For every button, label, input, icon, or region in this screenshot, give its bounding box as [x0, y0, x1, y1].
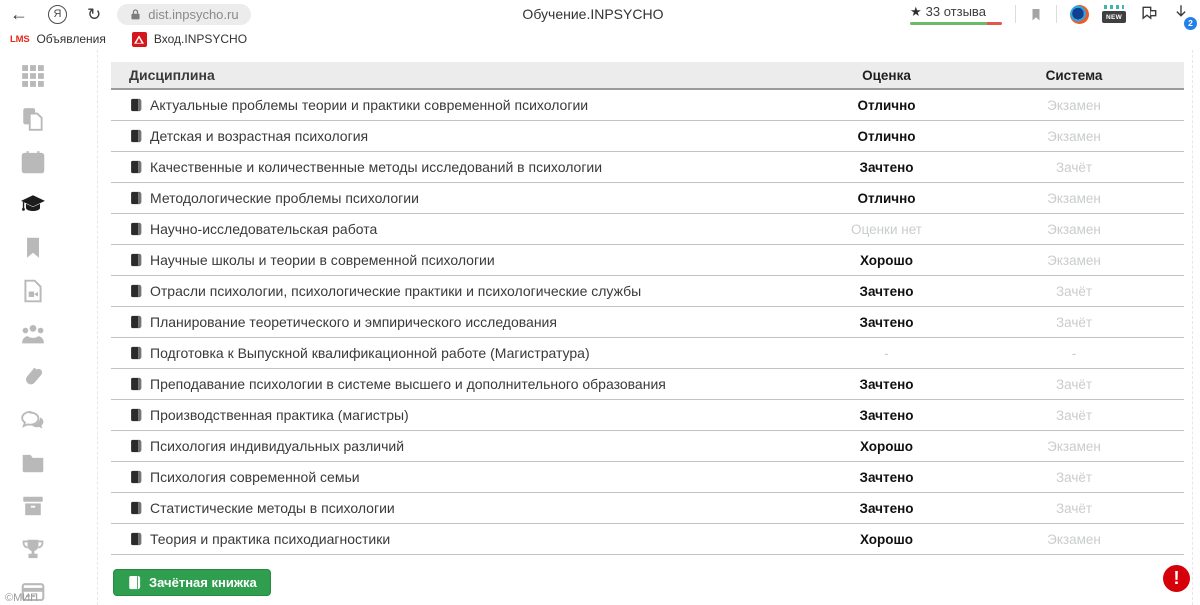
discipline-name: Актуальные проблемы теории и практики современной психологии	[150, 97, 589, 113]
grade-value: Отлично	[857, 128, 916, 144]
address-bar[interactable]	[117, 4, 250, 25]
table-header	[111, 62, 1184, 90]
book-icon	[129, 191, 143, 205]
yandex-browser-icon[interactable]: Я	[48, 5, 67, 24]
grade-value: Зачтено	[859, 469, 914, 485]
discipline-name: Научно-исследовательская работа	[150, 221, 378, 237]
system-value: Зачёт	[1055, 314, 1093, 330]
discipline-name: Качественные и количественные методы исследований в психологии	[150, 159, 603, 175]
back-icon[interactable]: ←	[10, 4, 28, 24]
lock-icon	[129, 8, 142, 21]
grade-value: -	[884, 345, 889, 361]
grade-value: Зачтено	[859, 159, 914, 175]
users-icon[interactable]	[20, 321, 46, 347]
grade-value: Зачтено	[859, 376, 914, 392]
discipline-name: Научные школы и теории в современной психологии	[150, 252, 495, 268]
mip-logo-icon	[132, 32, 147, 47]
reviews-rating[interactable]	[910, 4, 1002, 25]
table-row[interactable]	[111, 183, 1184, 214]
table-row[interactable]	[111, 214, 1184, 245]
book-icon	[129, 346, 143, 360]
bookmark-label: Объявления	[36, 32, 106, 46]
sidebar	[0, 50, 66, 605]
grade-value: Зачтено	[859, 283, 914, 299]
table-row[interactable]	[111, 245, 1184, 276]
grade-value: Хорошо	[859, 252, 914, 268]
grade-value: Отлично	[857, 190, 916, 206]
new-badge-label: NEW	[1102, 11, 1126, 23]
book-icon	[129, 439, 143, 453]
grid-icon[interactable]	[20, 63, 46, 89]
discipline-name: Подготовка к Выпускной квалификационной работе (Магистратура)	[150, 345, 590, 361]
bookmark-announcements[interactable]	[10, 32, 106, 46]
bookmarks-bar	[0, 28, 1200, 50]
downloads-badge: 2	[1184, 17, 1197, 30]
grade-value: Хорошо	[859, 531, 914, 547]
book-icon	[129, 284, 143, 298]
gradebook-button-label: Зачётная книжка	[149, 575, 257, 590]
table-row[interactable]	[111, 431, 1184, 462]
system-value: Зачёт	[1055, 500, 1093, 516]
system-value: Зачёт	[1055, 407, 1093, 423]
browser-nav	[10, 5, 101, 24]
teal-dashes-icon	[1104, 5, 1124, 9]
system-value: Экзамен	[1047, 438, 1101, 454]
table-row[interactable]	[111, 90, 1184, 121]
url-text: dist.inpsycho.ru	[148, 6, 239, 22]
grade-value: Зачтено	[859, 500, 914, 516]
discipline-name: Теория и практика психодиагностики	[150, 531, 391, 547]
bookmark-label: Вход.INPSYCHO	[153, 32, 248, 46]
video-file-icon[interactable]	[20, 278, 46, 304]
discipline-name: Детская и возрастная психология	[150, 128, 369, 144]
system-value: Зачёт	[1055, 283, 1093, 299]
system-value: -	[1071, 345, 1077, 361]
calendar-icon[interactable]	[20, 149, 46, 175]
graduation-cap-icon[interactable]	[20, 192, 46, 218]
book-icon	[129, 253, 143, 267]
table-row[interactable]	[111, 276, 1184, 307]
grade-value: Хорошо	[859, 438, 914, 454]
system-value: Экзамен	[1047, 128, 1101, 144]
discipline-name: Отрасли психологии, психологические практики и психологические службы	[150, 283, 642, 299]
bookmark-icon[interactable]	[1029, 6, 1043, 23]
gradebook-button[interactable]	[113, 569, 271, 596]
header-grade: Оценка	[862, 67, 911, 83]
paperclip-icon[interactable]	[20, 364, 46, 390]
book-icon	[129, 501, 143, 515]
table-row[interactable]	[111, 152, 1184, 183]
trophy-icon[interactable]	[20, 536, 46, 562]
rating-bar	[910, 22, 1002, 25]
system-value: Зачёт	[1055, 159, 1093, 175]
browser-chrome	[0, 0, 1200, 28]
chat-icon[interactable]	[20, 407, 46, 433]
folder-icon[interactable]	[20, 450, 46, 476]
star-icon: ★	[910, 3, 922, 19]
divider	[1015, 5, 1016, 23]
page-title: Обучение.INPSYCHO	[522, 6, 664, 22]
system-value: Экзамен	[1047, 252, 1101, 268]
header-system: Система	[1045, 67, 1103, 83]
documents-icon[interactable]	[20, 106, 46, 132]
discipline-name: Психология индивидуальных различий	[150, 438, 405, 454]
table-row[interactable]	[111, 524, 1184, 555]
archive-icon[interactable]	[20, 493, 46, 519]
discipline-name: Производственная практика (магистры)	[150, 407, 409, 423]
grade-value: Отлично	[857, 97, 916, 113]
reload-icon[interactable]: ↻	[87, 4, 102, 24]
table-row[interactable]	[111, 338, 1184, 369]
grade-value: Оценки нет	[851, 221, 922, 237]
book-icon	[129, 532, 143, 546]
table-row[interactable]	[111, 493, 1184, 524]
header-discipline: Дисциплина	[129, 67, 215, 83]
book-icon	[129, 470, 143, 484]
table-row[interactable]	[111, 121, 1184, 152]
book-icon	[127, 575, 142, 590]
system-value: Экзамен	[1047, 97, 1101, 113]
alert-icon[interactable]: !	[1163, 565, 1190, 592]
discipline-name: Методологические проблемы психологии	[150, 190, 419, 206]
system-value: Экзамен	[1047, 190, 1101, 206]
book-icon	[129, 222, 143, 236]
book-icon	[129, 129, 143, 143]
discipline-name: Статистические методы в психологии	[150, 500, 395, 516]
grades-table-body	[111, 90, 1184, 555]
extension-icon[interactable]	[1070, 5, 1089, 24]
system-value: Экзамен	[1047, 221, 1101, 237]
discipline-name: Планирование теоретического и эмпирического исследования	[150, 314, 557, 330]
table-row[interactable]	[111, 462, 1184, 493]
lms-logo-icon: LMS	[10, 33, 30, 45]
book-icon	[129, 315, 143, 329]
system-value: Экзамен	[1047, 531, 1101, 547]
discipline-name: Психология современной семьи	[150, 469, 360, 485]
book-icon	[129, 160, 143, 174]
book-icon	[129, 408, 143, 422]
grade-value: Зачтено	[859, 314, 914, 330]
book-icon	[129, 377, 143, 391]
grades-table	[111, 62, 1184, 555]
bookmark-login[interactable]	[132, 32, 247, 47]
collections-icon[interactable]	[1139, 4, 1159, 24]
divider	[1056, 5, 1057, 23]
book-icon	[129, 98, 143, 112]
reviews-count: 33 отзыва	[925, 4, 986, 19]
table-row[interactable]	[111, 400, 1184, 431]
grade-value: Зачтено	[859, 407, 914, 423]
bookmark-icon[interactable]	[20, 235, 46, 261]
content-frame	[97, 50, 1193, 605]
new-extension-icon[interactable]	[1102, 5, 1126, 23]
copyright-text: ©МИП	[5, 592, 39, 604]
table-row[interactable]	[111, 369, 1184, 400]
system-value: Зачёт	[1055, 376, 1093, 392]
table-row[interactable]	[111, 307, 1184, 338]
downloads-icon[interactable]	[1172, 3, 1193, 28]
discipline-name: Преподавание психологии в системе высшего и дополнительного образования	[150, 376, 666, 392]
system-value: Зачёт	[1055, 469, 1093, 485]
